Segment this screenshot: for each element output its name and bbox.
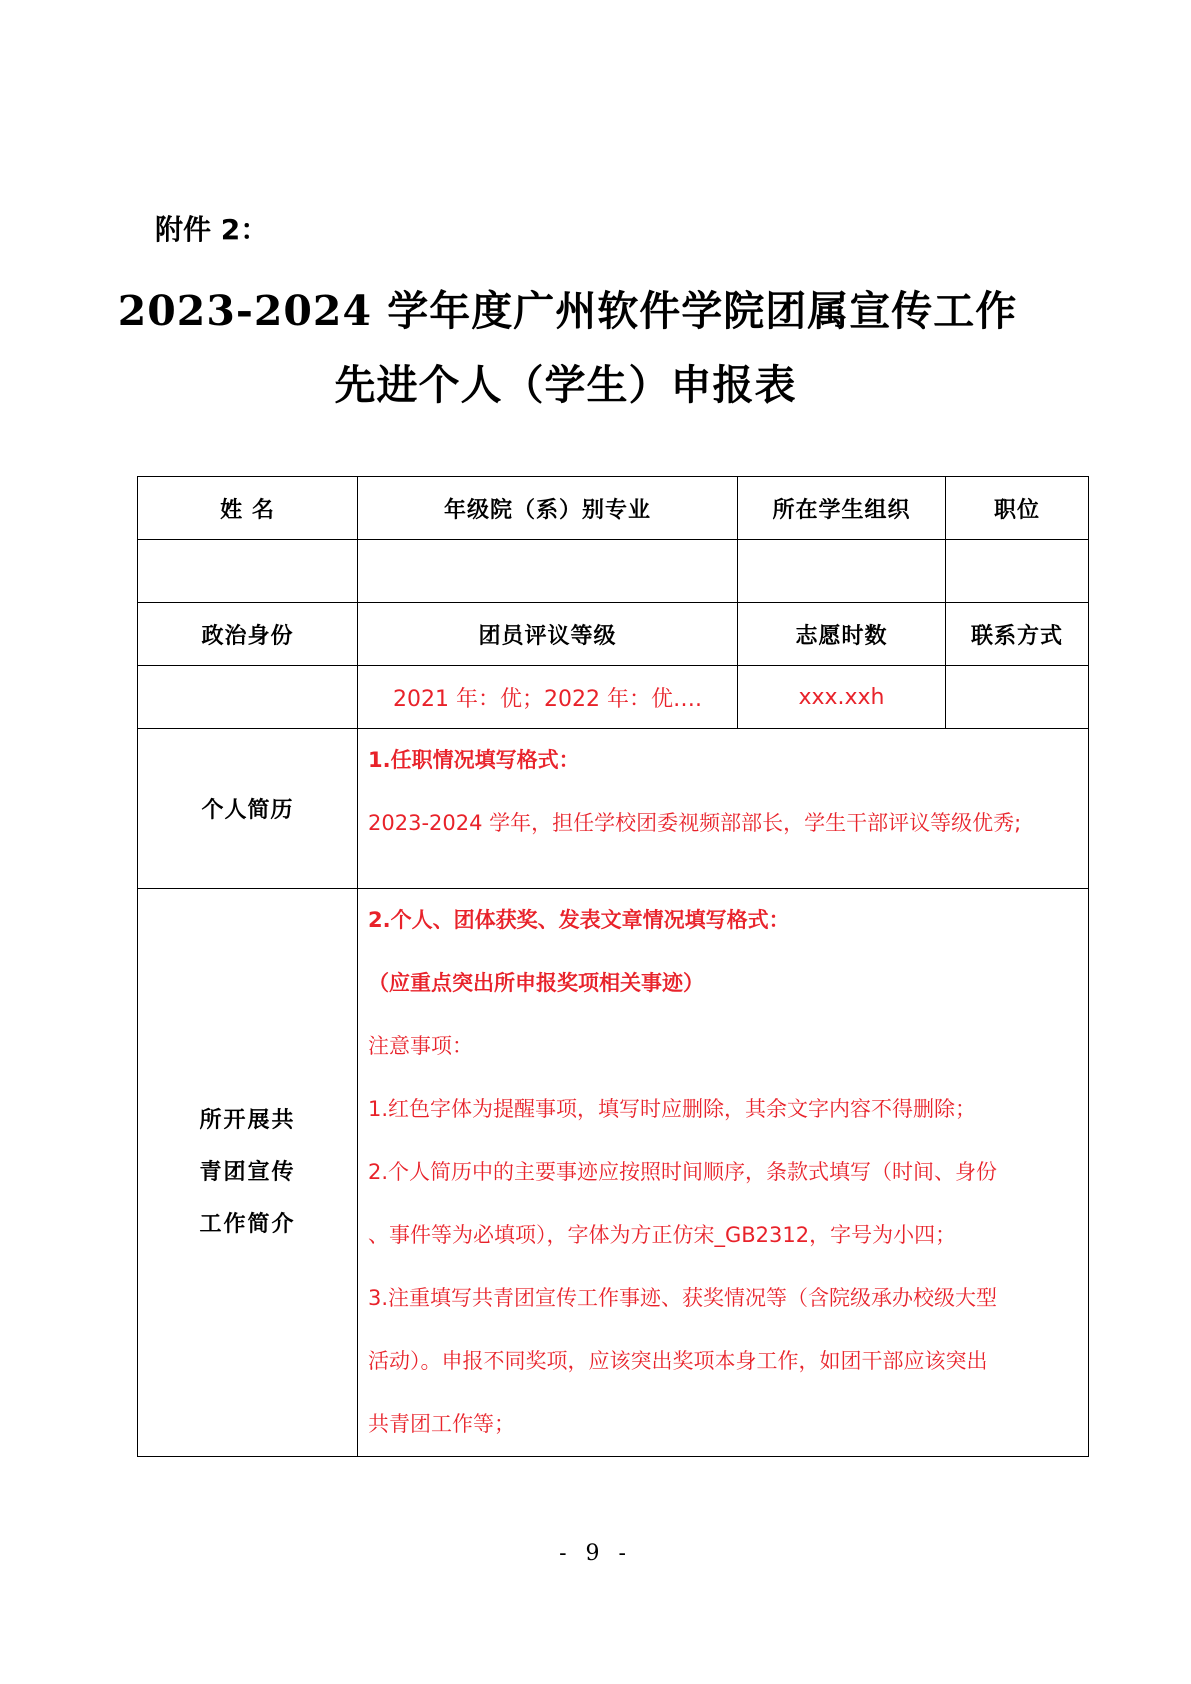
header-row-1 [138, 477, 1089, 540]
resume-row [138, 729, 1089, 889]
header-row-2 [138, 603, 1089, 666]
work-summary-label-line: 工作简介 [199, 1211, 296, 1237]
application-form-table [137, 476, 1089, 1457]
political-status-field[interactable] [138, 666, 358, 729]
work-summary-label-line: 所开展共 [199, 1107, 296, 1133]
position-header: 职位 [946, 477, 1089, 540]
form-title-line-2: 先进个人（学生）申报表 [334, 361, 797, 409]
contact-field[interactable] [946, 666, 1089, 729]
volunteer-hours-field[interactable]: xxx.xxh [738, 666, 946, 729]
name-header: 姓 名 [138, 477, 358, 540]
work-summary-label-cell [138, 889, 358, 1457]
notes-title: 注意事项： [368, 1034, 473, 1058]
work-summary-row [138, 889, 1089, 1457]
volunteer-hours-header: 志愿时数 [738, 603, 946, 666]
awards-heading: 2.个人、团体获奖、发表文章情况填写格式： [368, 908, 790, 932]
input-row-2 [138, 666, 1089, 729]
input-row-1 [138, 540, 1089, 603]
resume-field[interactable] [358, 729, 1089, 889]
league-evaluation-field[interactable]: 2021 年：优；2022 年：优…. [358, 666, 738, 729]
note-line: 3.注重填写共青团宣传工作事迹、获奖情况等（含院级承办校级大型 [368, 1286, 998, 1310]
grade-department-major-field[interactable] [358, 540, 738, 603]
awards-subheading: （应重点突出所申报奖项相关事迹） [368, 971, 704, 995]
work-summary-field[interactable] [358, 889, 1089, 1457]
attachment-label: 附件 2： [155, 213, 269, 246]
student-organization-header: 所在学生组织 [738, 477, 946, 540]
note-line: 1.红色字体为提醒事项，填写时应删除，其余文字内容不得删除； [368, 1097, 977, 1121]
note-line: 2.个人简历中的主要事迹应按照时间顺序，条款式填写（时间、身份 [368, 1160, 998, 1184]
name-field[interactable] [138, 540, 358, 603]
political-status-header: 政治身份 [138, 603, 358, 666]
position-field[interactable] [946, 540, 1089, 603]
resume-heading: 1.任职情况填写格式： [368, 748, 580, 772]
student-organization-field[interactable] [738, 540, 946, 603]
grade-department-major-header: 年级院（系）别专业 [358, 477, 738, 540]
resume-example: 2023-2024 学年，担任学校团委视频部部长，学生干部评议等级优秀; [368, 811, 1022, 835]
note-line: 、事件等为必填项），字体为方正仿宋_GB2312，字号为小四； [368, 1223, 957, 1247]
form-title-line-1: 2023-2024 学年度广州软件学院团属宣传工作 [117, 287, 1018, 335]
note-line: 活动）。申报不同奖项，应该突出奖项本身工作，如团干部应该突出 [368, 1349, 988, 1373]
resume-label: 个人简历 [138, 729, 358, 889]
work-summary-label-line: 青团宣传 [199, 1159, 296, 1185]
page-number: - 9 - [559, 1541, 632, 1566]
note-line: 共青团工作等； [368, 1412, 515, 1436]
contact-header: 联系方式 [946, 603, 1089, 666]
league-evaluation-header: 团员评议等级 [358, 603, 738, 666]
